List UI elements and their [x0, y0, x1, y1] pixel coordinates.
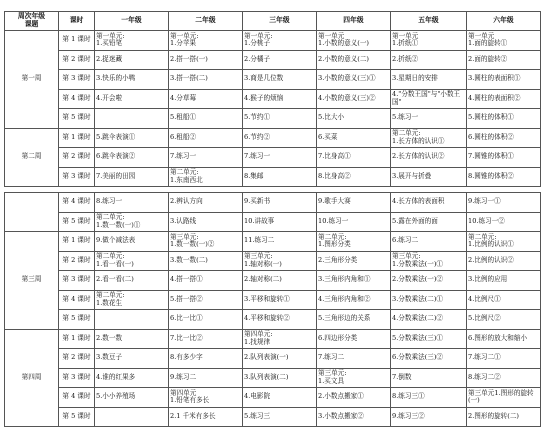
lesson-cell — [95, 407, 169, 427]
lesson-cell: 4.长方体的表面积 — [391, 193, 467, 213]
table-row — [5, 70, 541, 90]
lesson-cell: 3.搭一搭(二) — [169, 70, 243, 90]
lesson-label: 第 1 课时 — [59, 128, 95, 148]
lesson-label: 第 3 课时 — [59, 167, 95, 187]
schedule-table-bottom — [4, 192, 541, 427]
lesson-cell: 8.集邮 — [243, 167, 317, 187]
lesson-label: 第 5 课时 — [59, 109, 95, 129]
lesson-cell: 8.有多少字 — [169, 349, 243, 369]
lesson-cell: 第二单元: 1.看一看(一) — [95, 251, 169, 271]
table-row — [5, 50, 541, 70]
lesson-cell: 2.长方体的认识② — [391, 148, 467, 168]
lesson-cell: 5.三角形边的关系 — [317, 310, 391, 330]
lesson-cell: 9.买新书 — [243, 193, 317, 213]
header-grade: 三年级 — [243, 12, 317, 31]
table-row — [5, 31, 541, 51]
lesson-cell: 2.比例的认识② — [467, 251, 541, 271]
lesson-cell: 5.搭一搭② — [169, 290, 243, 310]
lesson-cell: 第二单元: 1.数一数(一)① — [95, 212, 169, 232]
lesson-cell: 第一单元: 1.买铅笔 — [95, 31, 169, 51]
lesson-cell: 7.美丽的田园 — [95, 167, 169, 187]
lesson-cell: 6.图形的放大和缩小 — [467, 329, 541, 349]
lesson-cell: 4.小数的意义(三)② — [317, 89, 391, 109]
lesson-cell: 9.歌手大赛 — [317, 193, 391, 213]
lesson-cell: 4.开会啦 — [95, 89, 169, 109]
lesson-cell: 2.三角形分类 — [317, 251, 391, 271]
lesson-cell: 9.做个减法表 — [95, 232, 169, 252]
lesson-label: 第 3 课时 — [59, 271, 95, 291]
lesson-label: 第 1 课时 — [59, 232, 95, 252]
lesson-cell: 3.小数的意义(三)① — [317, 70, 391, 90]
lesson-cell: 9.练习一① — [467, 193, 541, 213]
lesson-cell: 7.练习一 — [169, 148, 243, 168]
week-label: 第四周 — [5, 329, 59, 427]
header-grade: 一年级 — [95, 12, 169, 31]
lesson-cell: 7.比一比② — [169, 329, 243, 349]
lesson-label: 第 2 课时 — [59, 349, 95, 369]
lesson-cell: 6.四边形分类 — [317, 329, 391, 349]
table-row — [5, 368, 541, 388]
lesson-cell: 6.租船② — [169, 128, 243, 148]
lesson-label: 第 2 课时 — [59, 50, 95, 70]
lesson-cell: 3.圆柱的表面积① — [467, 70, 541, 90]
lesson-cell: 6.买菜 — [317, 128, 391, 148]
lesson-cell: 11.练习二 — [243, 232, 317, 252]
lesson-label: 第 5 课时 — [59, 310, 95, 330]
week-label: 第二周 — [5, 128, 59, 187]
lesson-cell: 10.练习一 — [317, 212, 391, 232]
lesson-cell: 5.跳伞表演① — [95, 128, 169, 148]
lesson-cell: 第三单元: 1.数一数(一)② — [169, 232, 243, 252]
table-row — [5, 290, 541, 310]
lesson-cell: 第二单元: 1.比例的认识① — [467, 232, 541, 252]
lesson-cell: 3.认路线 — [169, 212, 243, 232]
lesson-cell: 第一单元: 1.分桃子 — [243, 31, 317, 51]
lesson-cell: 第一单元 1.面的旋转① — [467, 31, 541, 51]
table-row — [5, 167, 541, 187]
lesson-cell: 2.分橘子 — [243, 50, 317, 70]
lesson-cell: 第四单元: 1.找规律 — [243, 329, 317, 349]
lesson-cell: 4.圆柱的表面积② — [467, 89, 541, 109]
table-row — [5, 251, 541, 271]
lesson-label: 第 4 课时 — [59, 290, 95, 310]
lesson-cell: 3.数一数(二) — [169, 251, 243, 271]
table-row — [5, 349, 541, 369]
lesson-cell: 4."分数王国"与"小数王国" — [391, 89, 467, 109]
lesson-cell: 3.小数点搬家② — [317, 407, 391, 427]
lesson-cell: 5.租船① — [169, 109, 243, 129]
lesson-cell: 10.讲故事 — [243, 212, 317, 232]
lesson-cell: 6.跳伞表演② — [95, 148, 169, 168]
header-grade: 六年级 — [467, 12, 541, 31]
lesson-cell: 5.小小养殖场 — [95, 388, 169, 408]
lesson-cell: 5.露在外面的面 — [391, 212, 467, 232]
lesson-cell: 4.电影院 — [243, 388, 317, 408]
lesson-label: 第 2 课时 — [59, 148, 95, 168]
lesson-cell: 8.练习三① — [391, 388, 467, 408]
header-lesson: 课时 — [59, 12, 95, 31]
lesson-cell: 3.比例的应用 — [467, 271, 541, 291]
lesson-label: 第 2 课时 — [59, 251, 95, 271]
lesson-cell: 7.练习一 — [243, 148, 317, 168]
lesson-cell: 2.数一数 — [95, 329, 169, 349]
lesson-cell: 第二单元: 1.长方体的认识① — [391, 128, 467, 148]
lesson-cell: 2.搭一搭(一) — [169, 50, 243, 70]
lesson-cell: 3.数豆子 — [95, 349, 169, 369]
lesson-cell: 4.猴子的烦恼 — [243, 89, 317, 109]
lesson-cell: 2.辨认方向 — [169, 193, 243, 213]
lesson-cell: 5.练习一 — [391, 109, 467, 129]
lesson-cell: 8.练习二② — [467, 368, 541, 388]
header-grade: 二年级 — [169, 12, 243, 31]
header-grade: 五年级 — [391, 12, 467, 31]
lesson-cell: 第二单元: 1.东南西北 — [169, 167, 243, 187]
lesson-cell: 2.看一看(二) — [95, 271, 169, 291]
lesson-cell: 第一单元 1.折纸① — [391, 31, 467, 51]
table-row — [5, 407, 541, 427]
lesson-cell: 6.比一比① — [169, 310, 243, 330]
lesson-label: 第 4 课时 — [59, 89, 95, 109]
lesson-cell: 4.分数乘法(二)② — [391, 310, 467, 330]
lesson-cell: 7.倒数 — [391, 368, 467, 388]
lesson-label: 第 5 课时 — [59, 407, 95, 427]
lesson-cell: 7.练习二① — [467, 349, 541, 369]
lesson-cell: 第四单元 1.铅笔有多长 — [169, 388, 243, 408]
table-row — [5, 128, 541, 148]
table-row — [5, 388, 541, 408]
lesson-cell: 5.比例尺② — [467, 310, 541, 330]
lesson-cell: 3.商是几位数 — [243, 70, 317, 90]
table-row — [5, 212, 541, 232]
lesson-cell: 3.星期日的安排 — [391, 70, 467, 90]
lesson-cell: 4.平移和旋转② — [243, 310, 317, 330]
lesson-cell: 7.练习二 — [317, 349, 391, 369]
lesson-cell: 4.搭一搭① — [169, 271, 243, 291]
lesson-cell: 5.节约① — [243, 109, 317, 129]
lesson-cell: 6.分数乘法(三)② — [391, 349, 467, 369]
table-row — [5, 329, 541, 349]
lesson-cell: 第三单元: 1.分数乘法(一)① — [391, 251, 467, 271]
lesson-cell: 2.分数乘法(一)② — [391, 271, 467, 291]
lesson-cell: 4.三角形内角和② — [317, 290, 391, 310]
table-row — [5, 109, 541, 129]
lesson-cell: 6.圆柱的体积② — [467, 128, 541, 148]
lesson-cell — [95, 109, 169, 129]
header-row — [5, 12, 541, 31]
lesson-cell — [95, 310, 169, 330]
lesson-cell: 5.分数乘法(三)① — [391, 329, 467, 349]
lesson-cell: 2.轴对称(二) — [243, 271, 317, 291]
lesson-cell: 2.面的旋转② — [467, 50, 541, 70]
lesson-cell: 9.练习二 — [169, 368, 243, 388]
lesson-cell: 4.比例尺① — [467, 290, 541, 310]
lesson-cell: 6.练习二 — [391, 232, 467, 252]
lesson-cell: 2.捉迷藏 — [95, 50, 169, 70]
table-row — [5, 271, 541, 291]
table-row — [5, 232, 541, 252]
table-row — [5, 193, 541, 213]
lesson-cell: 第三单元: 1.轴对称(一) — [243, 251, 317, 271]
lesson-cell: 7.圆锥的体积① — [467, 148, 541, 168]
table-row — [5, 310, 541, 330]
lesson-label: 第 4 课时 — [59, 193, 95, 213]
lesson-cell: 2.小数点搬家① — [317, 388, 391, 408]
lesson-cell: 4.谁的红果多 — [95, 368, 169, 388]
lesson-cell: 2.队列表演(一) — [243, 349, 317, 369]
lesson-cell: 8.比身高② — [317, 167, 391, 187]
week-label: 第三周 — [5, 232, 59, 330]
lesson-cell: 第二单元: 1.数花生 — [95, 290, 169, 310]
lesson-cell: 2.小数的意义(二) — [317, 50, 391, 70]
lesson-cell: 6.节约② — [243, 128, 317, 148]
lesson-cell: 9.练习三② — [391, 407, 467, 427]
table-row — [5, 89, 541, 109]
lesson-label: 第 3 课时 — [59, 70, 95, 90]
lesson-label: 第 1 课时 — [59, 329, 95, 349]
header-corner: 周次年级 课题 — [5, 12, 59, 31]
lesson-cell: 3.展开与折叠 — [391, 167, 467, 187]
lesson-cell: 第一单元 1.小数的意义(一) — [317, 31, 391, 51]
week-label — [5, 193, 59, 232]
lesson-cell: 8.圆锥的体积② — [467, 167, 541, 187]
lesson-cell: 7.比身高① — [317, 148, 391, 168]
lesson-cell: 3.快乐的小鸭 — [95, 70, 169, 90]
lesson-cell: 3.三角形内角和① — [317, 271, 391, 291]
lesson-cell: 2.图形的旋转(二) — [467, 407, 541, 427]
lesson-cell: 3.分数乘法(二)① — [391, 290, 467, 310]
lesson-cell: 5.圆柱的体积① — [467, 109, 541, 129]
lesson-cell: 3.平移和旋转① — [243, 290, 317, 310]
lesson-label: 第 1 课时 — [59, 31, 95, 51]
lesson-cell: 2.1 千米有多长 — [169, 407, 243, 427]
lesson-label: 第 4 课时 — [59, 388, 95, 408]
table-row — [5, 148, 541, 168]
lesson-cell: 10.练习一② — [467, 212, 541, 232]
week-label: 第一周 — [5, 31, 59, 129]
lesson-cell: 5.比大小 — [317, 109, 391, 129]
lesson-cell: 第三单元1.图形的旋转(一) — [467, 388, 541, 408]
lesson-cell: 第三单元: 1.买文具 — [317, 368, 391, 388]
header-grade: 四年级 — [317, 12, 391, 31]
lesson-cell: 第一单元: 1.分苹果 — [169, 31, 243, 51]
lesson-label: 第 5 课时 — [59, 212, 95, 232]
lesson-cell: 3.队列表演(二) — [243, 368, 317, 388]
lesson-cell: 5.练习三 — [243, 407, 317, 427]
lesson-cell: 4.分草莓 — [169, 89, 243, 109]
lesson-cell: 第二单元: 1.图形分类 — [317, 232, 391, 252]
document-title — [0, 1, 543, 10]
lesson-cell: 2.折纸② — [391, 50, 467, 70]
lesson-cell: 8.练习一 — [95, 193, 169, 213]
schedule-table-top — [4, 11, 541, 187]
lesson-label: 第 3 课时 — [59, 368, 95, 388]
